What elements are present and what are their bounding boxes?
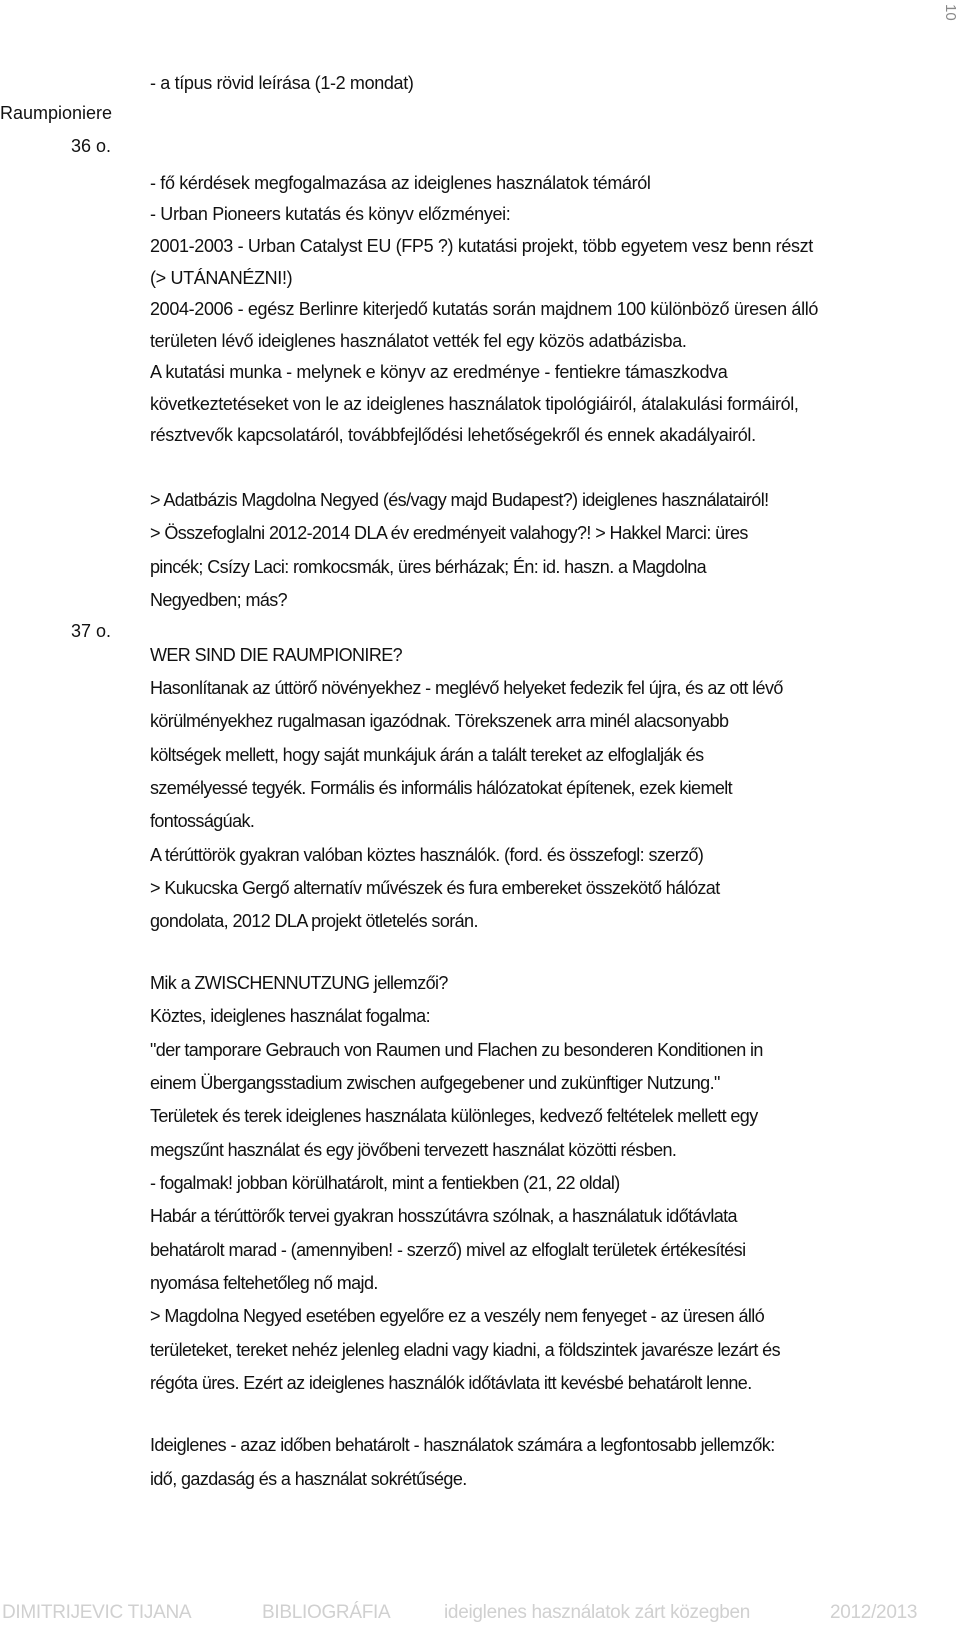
text-line: körülményekhez rugalmasan igazódnak. Törekszenek arra minél alacsonyabb bbox=[150, 711, 729, 731]
margin-page-ref-36: 36 o. bbox=[71, 136, 112, 156]
text-line: pincék; Csízy Laci: romkocsmák, üres bérházak; Én: id. haszn. a Magdolna bbox=[150, 557, 707, 577]
text-line: - a típus rövid leírása (1-2 mondat) bbox=[150, 73, 414, 93]
text-line: > Adatbázis Magdolna Negyed (és/vagy majd Budapest?) ideiglenes használatairól! bbox=[150, 490, 769, 510]
text-line: - Urban Pioneers kutatás és könyv előzményei: bbox=[150, 204, 511, 224]
text-line: 2004-2006 - egész Berlinre kiterjedő kutatás során majdnem 100 különböző üresen álló bbox=[150, 299, 819, 319]
text-line: Habár a térúttörők tervei gyakran hosszútávra szólnak, a használatuk időtávlata bbox=[150, 1206, 737, 1226]
footer-years: 2012/2013 bbox=[830, 1602, 918, 1623]
text-line: következtetéseket von le az ideiglenes használatok tipológiáiról, átalakulási formáiról, bbox=[150, 394, 799, 414]
text-line: régóta üres. Ezért az ideiglenes használók időtávlata itt kevésbé behatárolt lenne. bbox=[150, 1373, 752, 1393]
text-line: > Összefoglalni 2012-2014 DLA év eredményeit valahogy?! > Hakkel Marci: üres bbox=[150, 523, 748, 543]
text-line: - fő kérdések megfogalmazása az ideiglenes használatok témáról bbox=[150, 173, 651, 193]
page-number: 10 bbox=[942, 4, 959, 21]
text-line: einem Übergangsstadium zwischen aufgegebener und zukünftiger Nutzung." bbox=[150, 1073, 720, 1093]
text-line: Ideiglenes - azaz időben behatárolt - használatok számára a legfontosabb jellemzők: bbox=[150, 1435, 775, 1455]
margin-page-ref-37: 37 o. bbox=[71, 621, 112, 641]
text-line: - fogalmak! jobban körülhatárolt, mint a fentiekben (21, 22 oldal) bbox=[150, 1173, 620, 1193]
text-line: költségek mellett, hogy saját munkájuk árán a talált tereket az elfoglalják és bbox=[150, 745, 704, 765]
footer-section: BIBLIOGRÁFIA bbox=[262, 1602, 391, 1623]
text-line: behatárolt marad - (amennyiben! - szerző) mivel az elfoglalt területek értékesítési bbox=[150, 1240, 746, 1260]
text-line: WER SIND DIE RAUMPIONIRE? bbox=[150, 645, 403, 665]
text-line: Negyedben; más? bbox=[150, 590, 288, 610]
text-line: Köztes, ideiglenes használat fogalma: bbox=[150, 1006, 430, 1026]
text-line: Mik a ZWISCHENNUTZUNG jellemzői? bbox=[150, 973, 448, 993]
text-line: gondolata, 2012 DLA projekt ötletelés során. bbox=[150, 911, 478, 931]
text-line: 2001-2003 - Urban Catalyst EU (FP5 ?) kutatási projekt, több egyetem vesz benn részt bbox=[150, 236, 813, 256]
margin-label-raumpioniere: Raumpioniere bbox=[0, 103, 113, 123]
footer-author: DIMITRIJEVIC TIJANA bbox=[2, 1602, 192, 1623]
text-line: idő, gazdaság és a használat sokrétűsége. bbox=[150, 1469, 467, 1489]
text-line: > Kukucska Gergő alternatív művészek és fura embereket összekötő hálózat bbox=[150, 878, 720, 898]
text-line: Területek és terek ideiglenes használata különleges, kedvező feltételek mellett egy bbox=[150, 1106, 758, 1126]
text-line: területeket, tereket nehéz jelenleg eladni vagy kiadni, a földszintek javarésze lezárt és bbox=[150, 1340, 780, 1360]
text-line: személyessé tegyék. Formális és informális hálózatokat építenek, ezek kiemelt bbox=[150, 778, 733, 798]
text-line: fontosságúak. bbox=[150, 811, 255, 831]
text-line: A kutatási munka - melynek e könyv az eredménye - fentiekre támaszkodva bbox=[150, 362, 728, 382]
text-line: megszűnt használat és egy jövőbeni tervezett használat közötti résben. bbox=[150, 1140, 677, 1160]
page-footer bbox=[0, 1596, 960, 1631]
text-line: résztvevők kapcsolatáról, továbbfejlődési lehetőségekről és ennek akadályairól. bbox=[150, 425, 756, 445]
footer-topic: ideiglenes használatok zárt közegben bbox=[444, 1602, 751, 1623]
text-line: területen lévő ideiglenes használatot vették fel egy közös adatbázisba. bbox=[150, 331, 687, 351]
text-line: A térúttörök gyakran valóban köztes használók. (ford. és összefogl: szerző) bbox=[150, 845, 704, 865]
text-line: > Magdolna Negyed esetében egyelőre ez a veszély nem fenyeget - az üresen álló bbox=[150, 1306, 765, 1326]
text-line: Hasonlítanak az úttörő növényekhez - meglévő helyeket fedezik fel újra, és az ott lévő bbox=[150, 678, 783, 698]
text-line: "der tamporare Gebrauch von Raumen und Flachen zu besonderen Konditionen in bbox=[150, 1040, 763, 1060]
text-line: (> UTÁNANÉZNI!) bbox=[150, 268, 293, 288]
text-line: nyomása feltehetőleg nő majd. bbox=[150, 1273, 378, 1293]
